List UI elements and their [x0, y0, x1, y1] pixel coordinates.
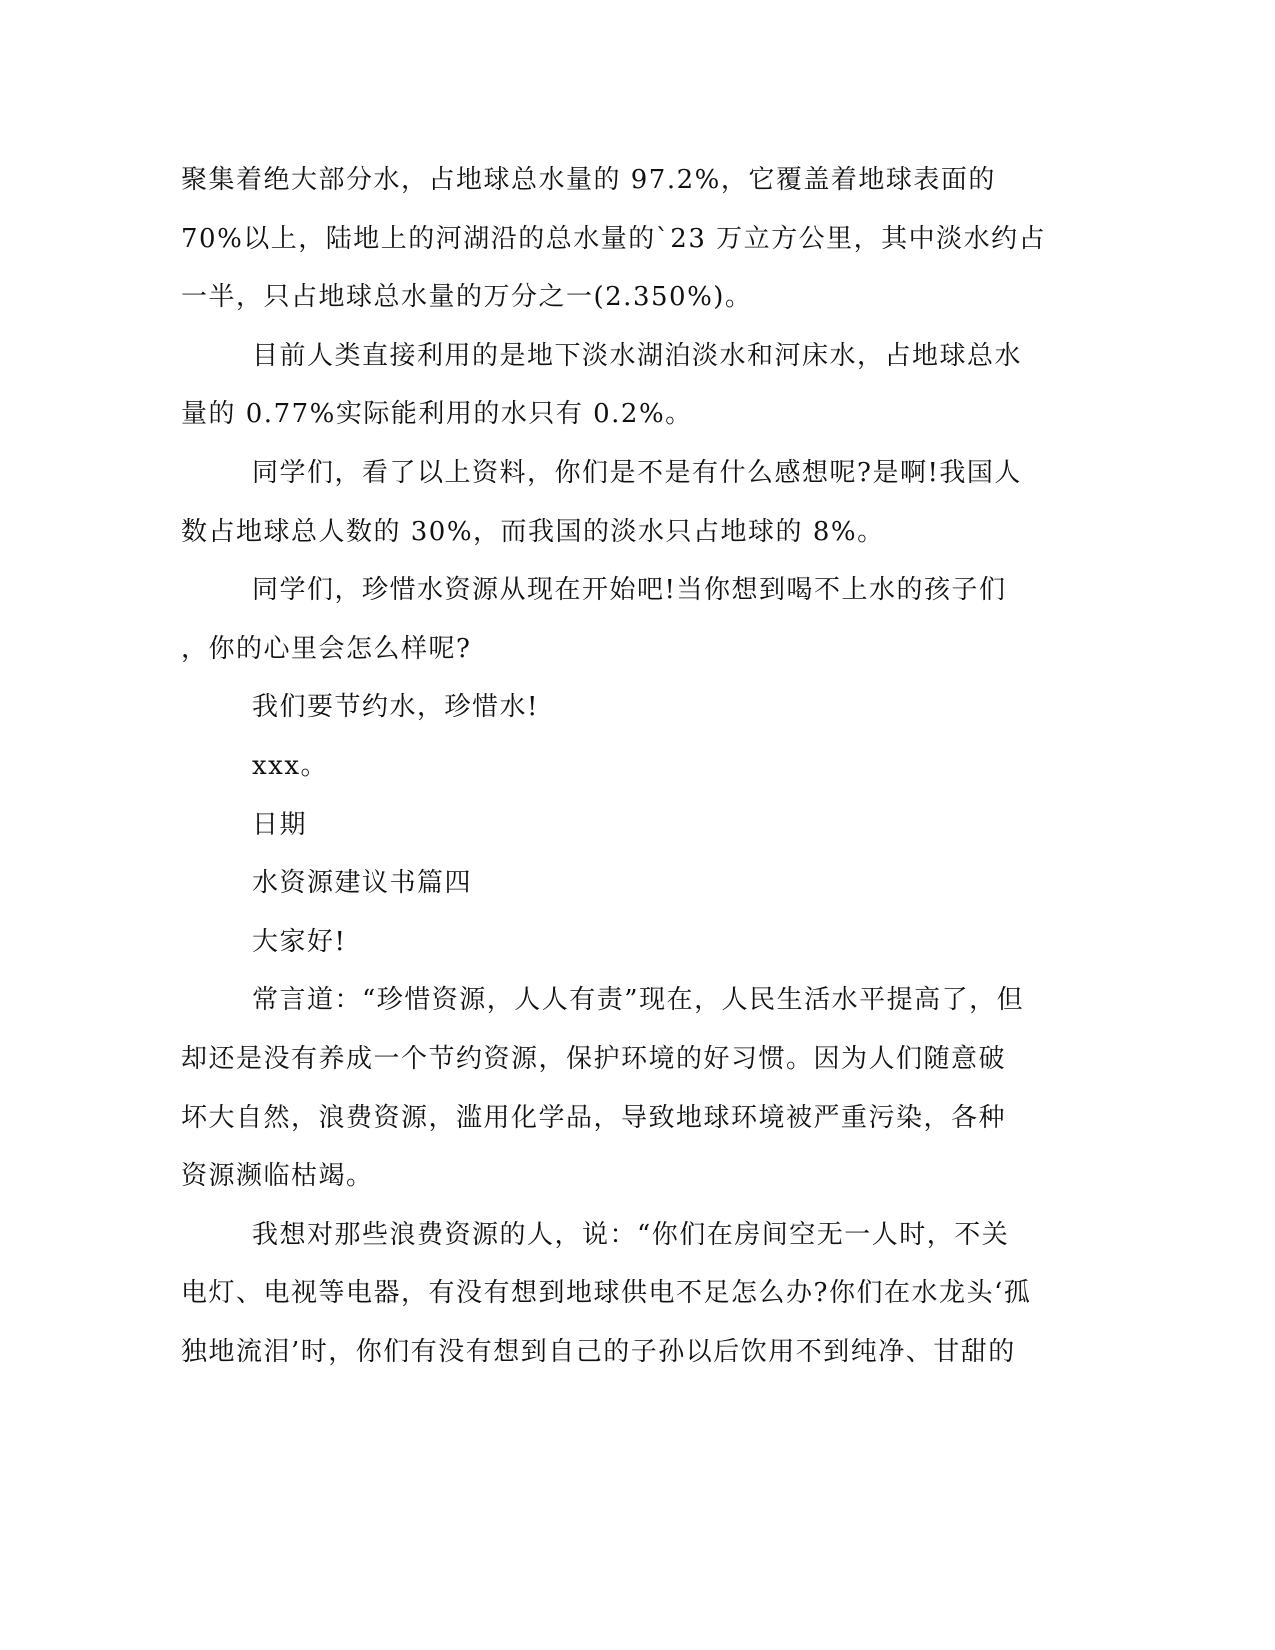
document-body: [181, 158, 1047, 1388]
text-line: 量的 0.77%实际能利用的水只有 0.2%。: [181, 399, 693, 430]
text-line: 一半，只占地球总水量的万分之一(2.350%)。: [181, 282, 753, 313]
text-line: 资源濒临枯竭。: [181, 1161, 374, 1192]
text-line: 独地流泪’时，你们有没有想到自己的子孙以后饮用不到纯净、甘甜的: [181, 1336, 1016, 1367]
text-line: 却还是没有养成一个节约资源，保护环境的好习惯。因为人们随意破: [181, 1043, 1007, 1074]
paragraph-start-line: 目前人类直接利用的是地下淡水湖泊淡水和河床水，占地球总水: [252, 340, 1023, 371]
paragraph-start-line: 同学们，珍惜水资源从现在开始吧!当你想到喝不上水的孩子们: [252, 575, 1007, 606]
text-line: 数占地球总人数的 30%，而我国的淡水只占地球的 8%。: [181, 516, 885, 547]
paragraph-start-line: 常言道：“珍惜资源，人人有责”现在，人民生活水平提高了，但: [252, 985, 1025, 1016]
section-heading: 水资源建议书篇四: [252, 868, 473, 899]
paragraph-start-line: 我想对那些浪费资源的人，说：“你们在房间空无一人时，不关: [252, 1219, 1010, 1250]
text-line: 电灯、电视等电器，有没有想到地球供电不足怎么办?你们在水龙头‘孤: [181, 1278, 1032, 1309]
greeting-line: 大家好!: [252, 926, 347, 957]
text-line: 70%以上，陆地上的河湖沿的总水量的`23 万立方公里，其中淡水约占: [181, 223, 1047, 254]
text-line: 聚集着绝大部分水，占地球总水量的 97.2%，它覆盖着地球表面的: [181, 165, 996, 195]
text-line: ，你的心里会怎么样呢?: [181, 633, 472, 664]
paragraph-start-line: 我们要节约水，珍惜水!: [252, 692, 539, 723]
signature-line: xxx。: [252, 750, 328, 781]
date-line: 日期: [252, 809, 308, 840]
paragraph-start-line: 同学们，看了以上资料，你们是不是有什么感想呢?是啊!我国人: [252, 457, 1022, 488]
text-line: 坏大自然，浪费资源，滥用化学品，导致地球环境被严重污染，各种: [181, 1102, 1007, 1133]
